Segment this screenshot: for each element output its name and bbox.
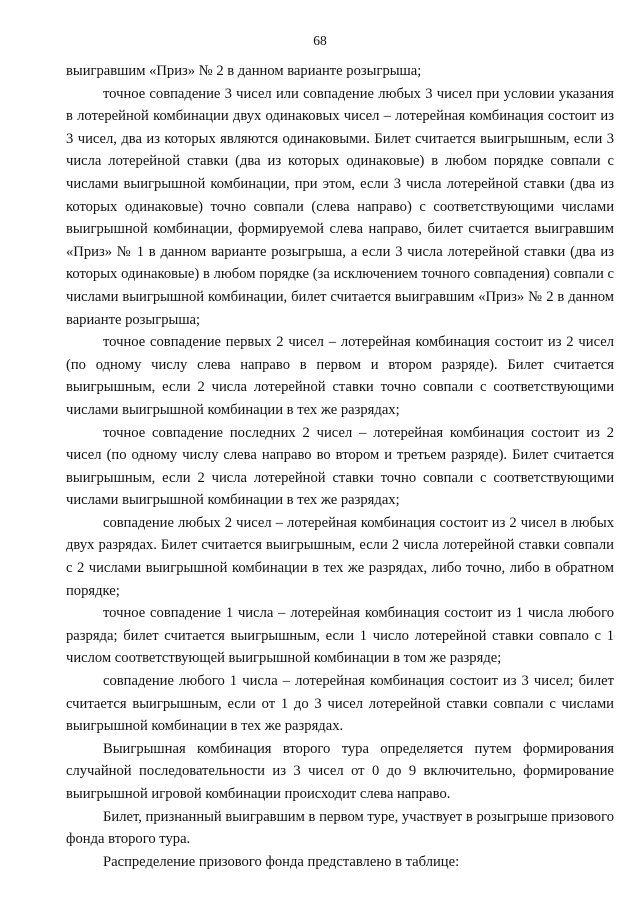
paragraph: совпадение любого 1 числа – лотерейная комбинация состоит из 3 чисел; билет считается выигрышным, если от 1 до 3 чисел лотерейной ставки совпали с числами выигрышной комбинации в тех же разрядах. <box>66 673 614 735</box>
paragraph: выигравшим «Приз» № 2 в данном варианте розыгрыша; <box>66 63 422 79</box>
paragraph: Распределение призового фонда представлено в таблице: <box>103 853 460 870</box>
page-number: 68 <box>313 33 327 48</box>
paragraph: точное совпадение последних 2 чисел – лотерейная комбинация состоит из 2 чисел (по одному числу слева направо во втором и третьем разряде). Билет считается выигрышным, если 2 числа лотерейной ставки точно совпали с соответствующими числами выигрышной комбинации в тех же разрядах; <box>66 424 614 509</box>
paragraph: точное совпадение 1 числа – лотерейная комбинация состоит из 1 числа любого разряда; билет считается выигрышным, если 1 число лотерейной ставки совпало с 1 числом соответствующей выигрышной комбинации в том же разряде; <box>66 605 614 667</box>
body-text <box>66 60 614 873</box>
paragraph: Выигрышная комбинация второго тура определяется путем формирования случайной последовательности из 3 чисел от 0 до 9 включительно, формирование выигрышной игровой комбинации происходит слева направо. <box>66 740 614 802</box>
paragraph: точное совпадение 3 чисел или совпадение любых 3 чисел при условии указания в лотерейной комбинации двух одинаковых чисел – лотерейная комбинация состоит из 3 чисел, два из которых являются одинаковыми. Билет считается выигрышным, если 3 числа лотерейной ставки (два из которых одинаковые) в любом порядке совпали с числами выигрышной комбинации, при этом, если 3 числа лотерейной ставки (два из которых одинаковые) точно совпали (слева направо) с соответствующими числами выигрышной комбинации, формируемой слева направо, билет считается выигравшим «Приз» № 1 в данном варианте розыгрыша, а если 3 числа лотерейной ставки (два из которых одинаковые) в любом порядке (за исключением точного совпадения) совпали с числами выигрышной комбинации, билет считается выигравшим «Приз» № 2 в данном варианте розыгрыша; <box>66 85 614 328</box>
paragraph: совпадение любых 2 чисел – лотерейная комбинация состоит из 2 чисел в любых двух разрядах. Билет считается выигрышным, если 2 числа лотерейной ставки совпали с 2 числами выигрышной комбинации в тех же разрядах, либо точно, либо в обратном порядке; <box>66 514 614 599</box>
paragraph: точное совпадение первых 2 чисел – лотерейная комбинация состоит из 2 чисел (по одному числу слева направо в первом и втором разряде). Билет считается выигрышным, если 2 числа лотерейной ставки точно совпали с соответствующими числами выигрышной комбинации в тех же разрядах; <box>66 334 614 418</box>
paragraph: Билет, признанный выигравшим в первом туре, участвует в розыгрыше призового фонда второго тура. <box>66 808 614 848</box>
